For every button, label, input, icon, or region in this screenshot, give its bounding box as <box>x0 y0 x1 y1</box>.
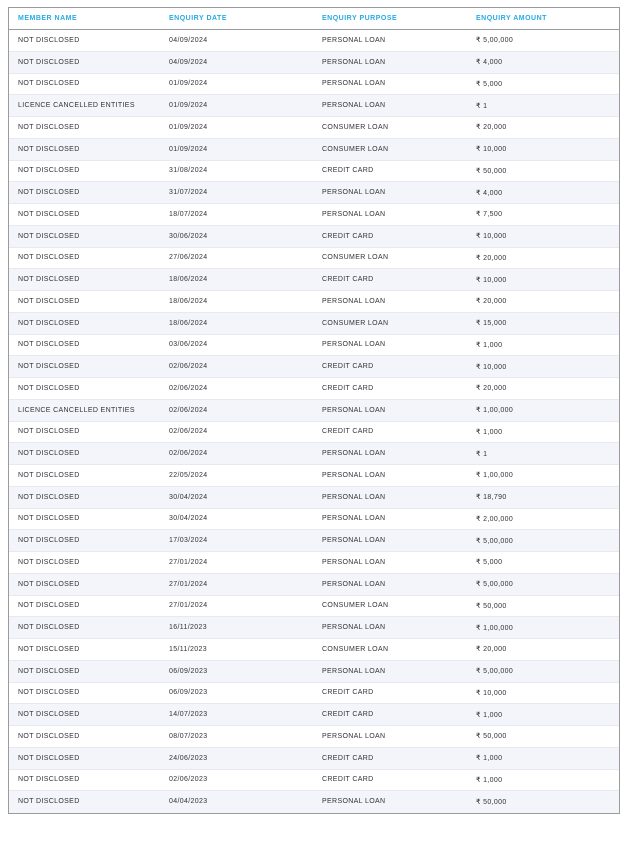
enquiry-amount-cell: ₹ 20,000 <box>476 291 619 313</box>
member-name-cell: NOT DISCLOSED <box>9 334 169 356</box>
header-row <box>9 8 619 30</box>
enquiry-amount-cell: ₹ 5,000 <box>476 73 619 95</box>
enquiry-date-cell: 27/01/2024 <box>169 595 322 617</box>
enquiry-amount-cell: ₹ 1,00,000 <box>476 465 619 487</box>
enquiry-amount-cell: ₹ 1,00,000 <box>476 617 619 639</box>
member-name-cell: NOT DISCLOSED <box>9 204 169 226</box>
enquiry-amount-cell: ₹ 7,500 <box>476 204 619 226</box>
enquiry-amount-cell: ₹ 1,000 <box>476 769 619 791</box>
enquiry-date-cell: 01/09/2024 <box>169 117 322 139</box>
enquiry-amount-cell: ₹ 50,000 <box>476 726 619 748</box>
enquiry-purpose-cell: PERSONAL LOAN <box>322 726 476 748</box>
enquiry-date-cell: 06/09/2023 <box>169 682 322 704</box>
enquiry-date-cell: 01/09/2024 <box>169 73 322 95</box>
enquiry-amount-cell: ₹ 10,000 <box>476 138 619 160</box>
enquiry-table-container <box>8 7 620 814</box>
table-row <box>9 138 619 160</box>
enquiry-purpose-cell: CONSUMER LOAN <box>322 595 476 617</box>
enquiry-date-cell: 22/05/2024 <box>169 465 322 487</box>
enquiry-amount-cell: ₹ 5,00,000 <box>476 573 619 595</box>
table-row <box>9 769 619 791</box>
enquiry-amount-cell: ₹ 2,00,000 <box>476 508 619 530</box>
member-name-cell: LICENCE CANCELLED ENTITIES <box>9 95 169 117</box>
member-name-cell: NOT DISCLOSED <box>9 726 169 748</box>
enquiry-date-cell: 02/06/2023 <box>169 769 322 791</box>
enquiry-purpose-cell: PERSONAL LOAN <box>322 465 476 487</box>
enquiry-date-cell: 08/07/2023 <box>169 726 322 748</box>
enquiry-date-cell: 02/06/2024 <box>169 421 322 443</box>
enquiry-amount-cell: ₹ 5,000 <box>476 552 619 574</box>
enquiry-date-cell: 27/01/2024 <box>169 552 322 574</box>
enquiry-date-cell: 06/09/2023 <box>169 660 322 682</box>
member-name-cell: NOT DISCLOSED <box>9 660 169 682</box>
column-header-enquiry-amount: ENQUIRY AMOUNT <box>476 8 619 30</box>
enquiry-date-cell: 02/06/2024 <box>169 443 322 465</box>
table-row <box>9 378 619 400</box>
table-row <box>9 30 619 52</box>
enquiry-purpose-cell: CREDIT CARD <box>322 378 476 400</box>
enquiry-amount-cell: ₹ 5,00,000 <box>476 30 619 52</box>
enquiry-date-cell: 15/11/2023 <box>169 639 322 661</box>
enquiry-date-cell: 27/06/2024 <box>169 247 322 269</box>
member-name-cell: NOT DISCLOSED <box>9 247 169 269</box>
enquiry-amount-cell: ₹ 5,00,000 <box>476 530 619 552</box>
enquiry-date-cell: 14/07/2023 <box>169 704 322 726</box>
table-row <box>9 617 619 639</box>
table-row <box>9 704 619 726</box>
enquiry-purpose-cell: CONSUMER LOAN <box>322 117 476 139</box>
enquiry-amount-cell: ₹ 20,000 <box>476 117 619 139</box>
enquiry-amount-cell: ₹ 10,000 <box>476 356 619 378</box>
enquiry-date-cell: 17/03/2024 <box>169 530 322 552</box>
table-row <box>9 682 619 704</box>
member-name-cell: NOT DISCLOSED <box>9 117 169 139</box>
enquiry-amount-cell: ₹ 50,000 <box>476 160 619 182</box>
enquiry-amount-cell: ₹ 10,000 <box>476 225 619 247</box>
enquiry-amount-cell: ₹ 15,000 <box>476 312 619 334</box>
table-row <box>9 117 619 139</box>
member-name-cell: NOT DISCLOSED <box>9 639 169 661</box>
member-name-cell: NOT DISCLOSED <box>9 465 169 487</box>
enquiry-purpose-cell: PERSONAL LOAN <box>322 660 476 682</box>
enquiry-purpose-cell: CREDIT CARD <box>322 160 476 182</box>
member-name-cell: NOT DISCLOSED <box>9 747 169 769</box>
table-row <box>9 247 619 269</box>
enquiry-purpose-cell: PERSONAL LOAN <box>322 617 476 639</box>
enquiry-purpose-cell: PERSONAL LOAN <box>322 443 476 465</box>
member-name-cell: NOT DISCLOSED <box>9 769 169 791</box>
enquiry-date-cell: 30/06/2024 <box>169 225 322 247</box>
member-name-cell: NOT DISCLOSED <box>9 508 169 530</box>
enquiry-purpose-cell: PERSONAL LOAN <box>322 552 476 574</box>
member-name-cell: NOT DISCLOSED <box>9 138 169 160</box>
enquiry-purpose-cell: PERSONAL LOAN <box>322 30 476 52</box>
member-name-cell: NOT DISCLOSED <box>9 160 169 182</box>
enquiry-date-cell: 31/07/2024 <box>169 182 322 204</box>
enquiry-date-cell: 27/01/2024 <box>169 573 322 595</box>
table-row <box>9 95 619 117</box>
member-name-cell: NOT DISCLOSED <box>9 617 169 639</box>
member-name-cell: NOT DISCLOSED <box>9 595 169 617</box>
enquiry-purpose-cell: PERSONAL LOAN <box>322 182 476 204</box>
table-row <box>9 204 619 226</box>
column-header-member-name: MEMBER NAME <box>9 8 169 30</box>
table-row <box>9 334 619 356</box>
enquiry-amount-cell: ₹ 10,000 <box>476 682 619 704</box>
enquiry-date-cell: 04/09/2024 <box>169 30 322 52</box>
table-row <box>9 465 619 487</box>
enquiry-purpose-cell: PERSONAL LOAN <box>322 291 476 313</box>
table-row <box>9 269 619 291</box>
enquiry-date-cell: 01/09/2024 <box>169 138 322 160</box>
member-name-cell: NOT DISCLOSED <box>9 269 169 291</box>
table-row <box>9 51 619 73</box>
enquiry-amount-cell: ₹ 20,000 <box>476 378 619 400</box>
member-name-cell: NOT DISCLOSED <box>9 30 169 52</box>
enquiry-date-cell: 18/07/2024 <box>169 204 322 226</box>
table-row <box>9 595 619 617</box>
member-name-cell: NOT DISCLOSED <box>9 682 169 704</box>
table-row <box>9 660 619 682</box>
enquiry-amount-cell: ₹ 18,790 <box>476 486 619 508</box>
enquiry-purpose-cell: PERSONAL LOAN <box>322 486 476 508</box>
enquiry-purpose-cell: PERSONAL LOAN <box>322 399 476 421</box>
enquiry-purpose-cell: CONSUMER LOAN <box>322 247 476 269</box>
enquiry-amount-cell: ₹ 1,000 <box>476 704 619 726</box>
enquiry-purpose-cell: PERSONAL LOAN <box>322 334 476 356</box>
enquiry-purpose-cell: PERSONAL LOAN <box>322 73 476 95</box>
enquiry-date-cell: 18/06/2024 <box>169 291 322 313</box>
table-row <box>9 291 619 313</box>
enquiry-date-cell: 03/06/2024 <box>169 334 322 356</box>
enquiry-table <box>9 8 619 813</box>
enquiry-date-cell: 18/06/2024 <box>169 312 322 334</box>
enquiry-purpose-cell: CREDIT CARD <box>322 269 476 291</box>
column-header-enquiry-purpose: ENQUIRY PURPOSE <box>322 8 476 30</box>
table-row <box>9 356 619 378</box>
enquiry-amount-cell: ₹ 20,000 <box>476 639 619 661</box>
enquiry-amount-cell: ₹ 1 <box>476 95 619 117</box>
enquiry-purpose-cell: CREDIT CARD <box>322 356 476 378</box>
enquiry-purpose-cell: PERSONAL LOAN <box>322 573 476 595</box>
enquiry-date-cell: 04/09/2024 <box>169 51 322 73</box>
enquiry-amount-cell: ₹ 1,000 <box>476 747 619 769</box>
enquiry-purpose-cell: PERSONAL LOAN <box>322 95 476 117</box>
enquiry-purpose-cell: CREDIT CARD <box>322 421 476 443</box>
enquiry-date-cell: 02/06/2024 <box>169 378 322 400</box>
table-row <box>9 726 619 748</box>
enquiry-date-cell: 30/04/2024 <box>169 486 322 508</box>
table-row <box>9 552 619 574</box>
enquiry-date-cell: 02/06/2024 <box>169 399 322 421</box>
enquiry-table-body <box>9 30 619 813</box>
enquiry-amount-cell: ₹ 1,000 <box>476 421 619 443</box>
enquiry-amount-cell: ₹ 5,00,000 <box>476 660 619 682</box>
enquiry-purpose-cell: CONSUMER LOAN <box>322 138 476 160</box>
member-name-cell: NOT DISCLOSED <box>9 356 169 378</box>
enquiry-purpose-cell: CREDIT CARD <box>322 747 476 769</box>
table-row <box>9 486 619 508</box>
enquiry-date-cell: 16/11/2023 <box>169 617 322 639</box>
enquiry-date-cell: 02/06/2024 <box>169 356 322 378</box>
enquiry-amount-cell: ₹ 50,000 <box>476 791 619 813</box>
member-name-cell: NOT DISCLOSED <box>9 378 169 400</box>
member-name-cell: NOT DISCLOSED <box>9 791 169 813</box>
column-header-enquiry-date: ENQUIRY DATE <box>169 8 322 30</box>
table-row <box>9 160 619 182</box>
member-name-cell: NOT DISCLOSED <box>9 182 169 204</box>
enquiry-purpose-cell: PERSONAL LOAN <box>322 530 476 552</box>
table-row <box>9 573 619 595</box>
enquiry-amount-cell: ₹ 50,000 <box>476 595 619 617</box>
enquiry-amount-cell: ₹ 1,00,000 <box>476 399 619 421</box>
table-row <box>9 312 619 334</box>
table-row <box>9 399 619 421</box>
member-name-cell: NOT DISCLOSED <box>9 443 169 465</box>
table-row <box>9 747 619 769</box>
enquiry-purpose-cell: PERSONAL LOAN <box>322 508 476 530</box>
enquiry-amount-cell: ₹ 1 <box>476 443 619 465</box>
enquiry-amount-cell: ₹ 20,000 <box>476 247 619 269</box>
enquiry-purpose-cell: CONSUMER LOAN <box>322 639 476 661</box>
enquiry-amount-cell: ₹ 4,000 <box>476 182 619 204</box>
enquiry-purpose-cell: CREDIT CARD <box>322 225 476 247</box>
enquiry-purpose-cell: PERSONAL LOAN <box>322 791 476 813</box>
member-name-cell: NOT DISCLOSED <box>9 73 169 95</box>
enquiry-date-cell: 04/04/2023 <box>169 791 322 813</box>
member-name-cell: NOT DISCLOSED <box>9 486 169 508</box>
member-name-cell: NOT DISCLOSED <box>9 51 169 73</box>
member-name-cell: NOT DISCLOSED <box>9 291 169 313</box>
enquiry-date-cell: 24/06/2023 <box>169 747 322 769</box>
member-name-cell: NOT DISCLOSED <box>9 530 169 552</box>
table-row <box>9 639 619 661</box>
member-name-cell: NOT DISCLOSED <box>9 704 169 726</box>
table-row <box>9 508 619 530</box>
member-name-cell: NOT DISCLOSED <box>9 312 169 334</box>
table-row <box>9 73 619 95</box>
member-name-cell: NOT DISCLOSED <box>9 552 169 574</box>
enquiry-purpose-cell: PERSONAL LOAN <box>322 51 476 73</box>
enquiry-amount-cell: ₹ 4,000 <box>476 51 619 73</box>
member-name-cell: LICENCE CANCELLED ENTITIES <box>9 399 169 421</box>
enquiry-purpose-cell: PERSONAL LOAN <box>322 204 476 226</box>
table-row <box>9 443 619 465</box>
table-row <box>9 791 619 813</box>
enquiry-purpose-cell: CREDIT CARD <box>322 769 476 791</box>
table-row <box>9 530 619 552</box>
member-name-cell: NOT DISCLOSED <box>9 421 169 443</box>
enquiry-date-cell: 31/08/2024 <box>169 160 322 182</box>
table-row <box>9 421 619 443</box>
table-row <box>9 182 619 204</box>
enquiry-purpose-cell: CREDIT CARD <box>322 704 476 726</box>
enquiry-table-header <box>9 8 619 30</box>
enquiry-amount-cell: ₹ 10,000 <box>476 269 619 291</box>
enquiry-purpose-cell: CONSUMER LOAN <box>322 312 476 334</box>
member-name-cell: NOT DISCLOSED <box>9 573 169 595</box>
enquiry-purpose-cell: CREDIT CARD <box>322 682 476 704</box>
enquiry-date-cell: 30/04/2024 <box>169 508 322 530</box>
table-row <box>9 225 619 247</box>
member-name-cell: NOT DISCLOSED <box>9 225 169 247</box>
enquiry-date-cell: 18/06/2024 <box>169 269 322 291</box>
enquiry-date-cell: 01/09/2024 <box>169 95 322 117</box>
enquiry-amount-cell: ₹ 1,000 <box>476 334 619 356</box>
